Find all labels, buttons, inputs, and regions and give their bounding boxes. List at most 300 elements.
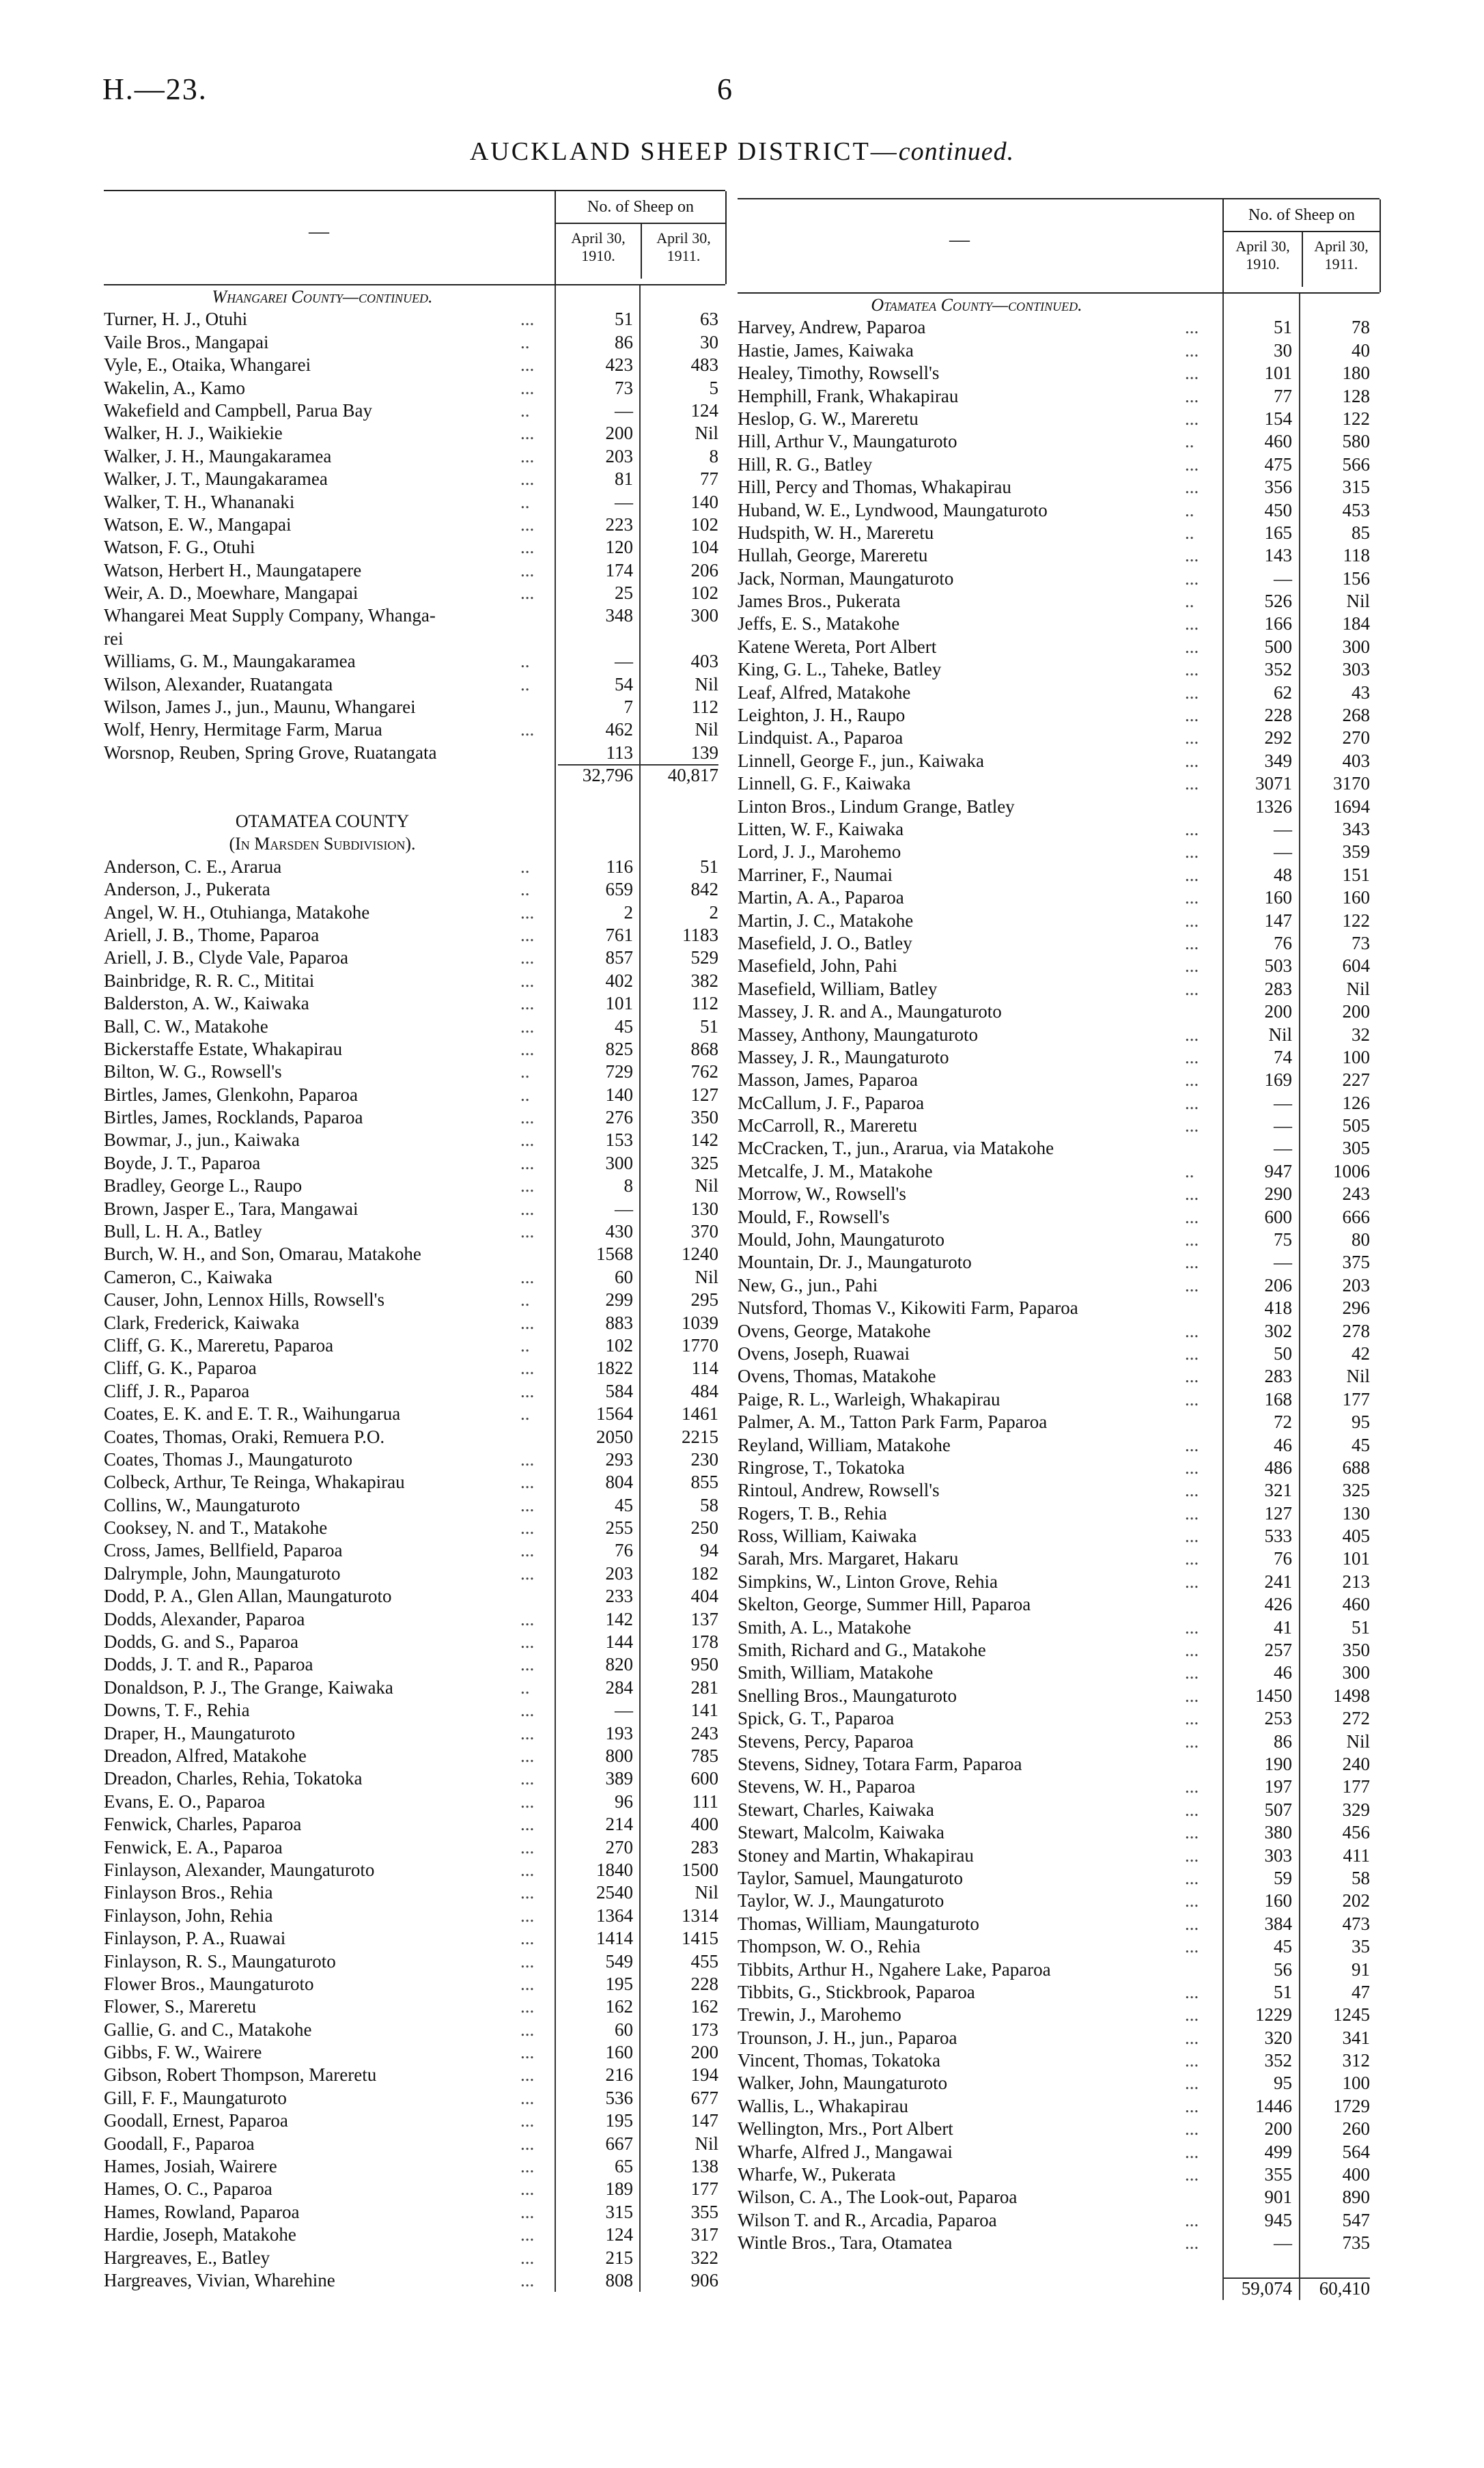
sheep-1911: 100 (1342, 1046, 1370, 1067)
table-row (738, 1479, 1380, 1502)
leader-dots: ... (520, 1905, 535, 1926)
table-row (738, 1867, 1380, 1890)
table-row (738, 1183, 1380, 1205)
sheep-1910: 283 (1264, 1366, 1292, 1387)
table-row (738, 1434, 1380, 1457)
right-header-year-1910: April 30, 1910. (1235, 238, 1290, 272)
sheep-1910: 153 (605, 1130, 633, 1151)
leader-dots: .. (520, 1084, 530, 1105)
owner-name: Rogers, T. B., Rehia (738, 1502, 887, 1524)
sheep-1911: 547 (1342, 2209, 1370, 2230)
owner-name: Stewart, Charles, Kaiwaka (738, 1799, 934, 1820)
owner-name: Wintle Bros., Tara, Otamatea (738, 2232, 953, 2254)
leader-dots: ... (520, 1836, 535, 1857)
table-row (104, 1905, 725, 1927)
owner-name: Dodd, P. A., Glen Allan, Maungaturoto (104, 1586, 392, 1607)
table-row (738, 1229, 1380, 1251)
sheep-1910: — (615, 1198, 633, 1219)
owner-name: Trounson, J. H., jun., Paparoa (738, 2027, 957, 2048)
leader-dots: ... (520, 514, 535, 535)
owner-name: Stevens, W. H., Paparoa (738, 1776, 916, 1797)
owner-name: Simpkins, W., Linton Grove, Rehia (738, 1571, 998, 1592)
leader-dots: ... (520, 1745, 535, 1766)
table-row (104, 1106, 725, 1129)
sheep-1910: 48 (1274, 864, 1292, 885)
table-row (104, 308, 725, 331)
sheep-1910: 321 (1264, 1480, 1292, 1501)
sheep-1910: 659 (605, 879, 633, 900)
title-continued: continued. (898, 137, 1015, 166)
sheep-1911: 111 (692, 1791, 718, 1812)
owner-name: Dodds, G. and S., Paparoa (104, 1631, 298, 1653)
leader-dots: ... (520, 2247, 535, 2268)
owner-name: Sarah, Mrs. Margaret, Hakaru (738, 1548, 959, 1569)
sheep-1910: 168 (1264, 1388, 1292, 1410)
leader-dots: ... (520, 1859, 535, 1880)
owner-name: Wellington, Mrs., Port Albert (738, 2118, 953, 2140)
sheep-1910: 808 (605, 2269, 633, 2290)
sheep-1910: 143 (1264, 545, 1292, 566)
owner-name: Lindquist. A., Paparoa (738, 727, 904, 748)
section-heading (104, 285, 725, 308)
sheep-1911: 250 (690, 1517, 718, 1539)
sheep-1911: 600 (690, 1768, 718, 1789)
table-row (738, 955, 1380, 977)
sheep-1910: 945 (1264, 2209, 1292, 2230)
leader-dots: ... (1185, 1092, 1199, 1113)
sheep-1911: 296 (1342, 1298, 1370, 1319)
leader-dots: ... (1185, 453, 1199, 475)
leader-dots: ... (520, 1928, 535, 1949)
leader-dots: ... (1185, 1845, 1199, 1866)
page-number: 6 (717, 72, 732, 106)
owner-name: Vaile Bros., Mangapai (104, 331, 269, 352)
owner-name: Anderson, J., Pukerata (104, 879, 270, 900)
sheep-1911: 112 (691, 697, 718, 718)
owner-name: Walker, J. H., Maungakaramea (104, 445, 332, 466)
sheep-1911: 315 (1342, 477, 1370, 498)
leader-dots: ... (1185, 1981, 1199, 2002)
sheep-1910: Nil (1268, 1024, 1292, 1045)
owner-name: Goodall, F., Paparoa (104, 2133, 255, 2154)
sheep-1911: 405 (1342, 1526, 1370, 1547)
leader-dots: ... (1185, 727, 1199, 748)
sheep-1911: 85 (1352, 522, 1370, 543)
sheep-1911: 343 (1342, 818, 1370, 839)
owner-name: Wakelin, A., Kamo (104, 377, 246, 398)
table-row (738, 1046, 1380, 1069)
sheep-1911: 317 (690, 2224, 718, 2245)
sheep-1911: Nil (695, 719, 718, 740)
table-row (104, 2019, 725, 2041)
leader-dots: ... (1185, 1388, 1199, 1410)
table-row (738, 1069, 1380, 1091)
sheep-1910: 526 (1264, 591, 1292, 612)
owner-name: Jack, Norman, Maungaturoto (738, 567, 954, 589)
sheep-1911: 3170 (1333, 773, 1370, 794)
owner-name: Taylor, W. J., Maungaturoto (738, 1890, 944, 1911)
sheep-1910: 348 (605, 605, 633, 626)
sheep-1910: 75 (1274, 1229, 1292, 1250)
table-row (738, 1981, 1380, 2004)
table-row (104, 1084, 725, 1106)
sheep-1910: 200 (1264, 2118, 1292, 2140)
leader-dots: ... (520, 1654, 535, 1675)
sheep-1911: 138 (690, 2156, 718, 2177)
owner-name: Wakefield and Campbell, Parua Bay (104, 399, 372, 421)
leader-dots: ... (520, 1882, 535, 1903)
sheep-1910: 195 (605, 1973, 633, 1994)
left-table (104, 190, 725, 2292)
table-row (738, 1661, 1380, 1684)
sheep-1910: 45 (615, 1015, 633, 1037)
leader-dots: ... (520, 1266, 535, 1287)
sheep-1911: 281 (690, 1677, 718, 1698)
sheep-1910: 193 (605, 1722, 633, 1743)
leader-dots: ... (520, 1608, 535, 1629)
sheep-1911: 206 (690, 559, 718, 580)
table-row (104, 1380, 725, 1403)
table-row (738, 772, 1380, 795)
leader-dots: ... (520, 1107, 535, 1128)
sheep-1911: 325 (690, 1152, 718, 1173)
sheep-1911: 51 (1352, 1616, 1370, 1638)
sheep-1910: 51 (1274, 1981, 1292, 2002)
leader-dots: ... (520, 924, 535, 945)
sheep-1910: 284 (605, 1677, 633, 1698)
sheep-1911: 130 (690, 1198, 718, 1219)
column-rule (1222, 294, 1224, 2300)
owner-name: rei (104, 628, 124, 649)
sheep-1911: 566 (1342, 453, 1370, 475)
leader-dots: ... (1185, 1822, 1199, 1843)
sheep-1911: 312 (1342, 2050, 1370, 2071)
total-row (104, 764, 725, 787)
left-header-year-1910: April 30, 1910. (571, 229, 626, 264)
owner-name: Burch, W. H., and Son, Omarau, Matakohe (104, 1244, 421, 1265)
table-row (738, 2118, 1380, 2140)
owner-name: Leighton, J. H., Raupo (738, 705, 906, 726)
sheep-1911: 453 (1342, 499, 1370, 520)
owner-name: Katene Wereta, Port Albert (738, 636, 937, 657)
owner-name: Watson, Herbert H., Maungatapere (104, 559, 362, 580)
table-row (104, 331, 725, 354)
sheep-1911: 1415 (682, 1928, 718, 1949)
owner-name: Balderston, A. W., Kaiwaka (104, 993, 309, 1014)
table-row (738, 636, 1380, 658)
sheep-1911: 460 (1342, 1594, 1370, 1615)
sheep-1911: 400 (690, 1814, 718, 1835)
sheep-1911: 240 (1342, 1754, 1370, 1774)
leader-dots: ... (1185, 477, 1199, 498)
sheep-1911: 178 (690, 1631, 718, 1653)
table-row (738, 1707, 1380, 1730)
table-row (738, 590, 1380, 613)
leader-dots: .. (520, 1334, 530, 1356)
sheep-1910: 7 (624, 697, 633, 718)
table-row (738, 544, 1380, 567)
sheep-1911: Nil (695, 1266, 718, 1287)
sheep-1910: 584 (605, 1380, 633, 1401)
sheep-1910: 203 (605, 1562, 633, 1584)
leader-dots: ... (1185, 818, 1199, 839)
table-row (738, 1000, 1380, 1023)
owner-name: Dodds, Alexander, Paparoa (104, 1608, 305, 1629)
table-row (104, 1494, 725, 1517)
leader-dots: .. (1185, 499, 1194, 520)
owner-name: Gibson, Robert Thompson, Mareretu (104, 2064, 377, 2086)
leader-dots: ... (1185, 955, 1199, 977)
table-row (738, 1502, 1380, 1525)
table-row (104, 2201, 725, 2224)
sheep-1911: 127 (690, 1084, 718, 1105)
owner-name: Finlayson, P. A., Ruawai (104, 1928, 286, 1949)
leader-dots: .. (520, 491, 530, 512)
table-row (738, 841, 1380, 863)
owner-name: Bull, L. H. A., Batley (104, 1221, 262, 1242)
owner-name: Leaf, Alfred, Matakohe (738, 682, 911, 703)
leader-dots: ... (520, 993, 535, 1014)
sheep-1910: 500 (1264, 636, 1292, 657)
sheep-1911: 139 (690, 742, 718, 763)
leader-dots: ... (1185, 567, 1199, 589)
sheep-1911: 411 (1343, 1845, 1370, 1866)
table-row (104, 1539, 725, 1562)
sheep-1910: 2540 (596, 1882, 633, 1903)
sheep-1911: 604 (1342, 955, 1370, 977)
leader-dots: ... (520, 1540, 535, 1561)
spacer-row (738, 2255, 1380, 2277)
leader-dots: ... (520, 947, 535, 968)
sheep-1911: 270 (1342, 727, 1370, 748)
sheep-1911: 403 (690, 651, 718, 672)
sheep-1910: 113 (606, 742, 633, 763)
leader-dots: ... (520, 1198, 535, 1219)
sheep-1911: 341 (1342, 2027, 1370, 2048)
owner-name: Ross, William, Kaiwaka (738, 1526, 917, 1547)
table-row (104, 2087, 725, 2109)
sheep-1910: 195 (605, 2110, 633, 2131)
sheep-1911: 785 (690, 1745, 718, 1766)
sheep-1911: 564 (1342, 2141, 1370, 2162)
sheep-1910: 142 (605, 1608, 633, 1629)
sheep-1910: 59,074 (1241, 2277, 1292, 2299)
sheep-1911: 505 (1342, 1115, 1370, 1136)
sheep-1911: 77 (700, 468, 718, 490)
table-row (104, 1152, 725, 1175)
table-row (104, 1699, 725, 1722)
leader-dots: ... (1185, 385, 1199, 406)
table-row (104, 1562, 725, 1585)
left-header-group (555, 191, 727, 284)
table-row (738, 1685, 1380, 1707)
owner-name: Hill, Percy and Thomas, Whakapirau (738, 477, 1011, 498)
sheep-1911: 906 (690, 2269, 718, 2290)
table-row (104, 742, 725, 764)
leader-dots: ... (520, 719, 535, 740)
sheep-1911: 156 (1342, 567, 1370, 589)
column-rule (1299, 294, 1300, 2300)
sheep-1910: 462 (605, 719, 633, 740)
leader-dots: ... (520, 354, 535, 376)
sheep-1910: 450 (1264, 499, 1292, 520)
leader-dots: ... (1185, 1457, 1199, 1478)
sheep-1911: 180 (1342, 363, 1370, 384)
sheep-1910: 116 (606, 856, 633, 877)
leader-dots: ... (520, 309, 535, 330)
table-row (104, 559, 725, 582)
leader-dots: ... (520, 901, 535, 923)
sheep-1911: 30 (700, 331, 718, 352)
total-row (738, 2277, 1380, 2300)
sheep-1910: 418 (1264, 1298, 1292, 1319)
owner-name: Ovens, George, Matakohe (738, 1320, 931, 1341)
table-row (738, 453, 1380, 476)
sheep-1911: 104 (690, 537, 718, 558)
sheep-1911: 182 (690, 1562, 718, 1584)
sheep-1910: 549 (605, 1950, 633, 1972)
sheep-1910: 729 (605, 1061, 633, 1082)
sheep-1910: 62 (1274, 682, 1292, 703)
owner-name: Birtles, James, Rocklands, Paparoa (104, 1107, 363, 1128)
sheep-1910: — (1274, 1115, 1292, 1136)
owner-name: Whangarei Meat Supply Company, Whanga- (104, 605, 436, 626)
sheep-1911: 200 (1342, 1001, 1370, 1022)
sheep-1910: 430 (605, 1221, 633, 1242)
owner-name: Martin, J. C., Matakohe (738, 910, 914, 931)
table-row (104, 1767, 725, 1790)
table-row (738, 2027, 1380, 2049)
owner-name: Turner, H. J., Otuhi (104, 309, 248, 330)
sheep-1911: 203 (1342, 1274, 1370, 1295)
leader-dots: ... (520, 2133, 535, 2154)
right-header-dash: — (949, 228, 970, 251)
leader-dots: ... (1185, 2118, 1199, 2140)
sheep-1910: 761 (605, 924, 633, 945)
sheep-1910: 352 (1264, 659, 1292, 680)
sheep-1910: 76 (615, 1540, 633, 1561)
sheep-1910: 380 (1264, 1822, 1292, 1843)
sheep-1910: 389 (605, 1768, 633, 1789)
table-row (104, 1836, 725, 1859)
sheep-1910: 223 (605, 514, 633, 535)
sheep-1911: 300 (1342, 1662, 1370, 1683)
sheep-1911: 400 (1342, 2164, 1370, 2185)
owner-name: Walker, H. J., Waikiekie (104, 423, 283, 444)
owner-name: Linnell, G. F., Kaiwaka (738, 773, 911, 794)
leader-dots: ... (1185, 1343, 1199, 1364)
owner-name: Stewart, Malcolm, Kaiwaka (738, 1822, 944, 1843)
table-row (104, 673, 725, 696)
owner-name: Cliff, J. R., Paparoa (104, 1380, 250, 1401)
owner-name: Skelton, George, Summer Hill, Paparoa (738, 1594, 1031, 1615)
table-row (104, 718, 725, 741)
owner-name: Thomas, William, Maungaturoto (738, 1913, 979, 1934)
table-row (104, 1220, 725, 1243)
sheep-1910: 503 (1264, 955, 1292, 977)
table-row (738, 1753, 1380, 1776)
table-row (104, 1334, 725, 1357)
sheep-1911: 677 (690, 2087, 718, 2108)
sheep-1910: 215 (605, 2247, 633, 2268)
table-row (104, 1859, 725, 1881)
table-row (104, 422, 725, 445)
owner-name: Metcalfe, J. M., Matakohe (738, 1160, 933, 1181)
table-row (738, 1616, 1380, 1639)
leader-dots: ... (1185, 978, 1199, 999)
owner-name: Litten, W. F., Kaiwaka (738, 818, 904, 839)
owner-name: McCarroll, R., Mareretu (738, 1115, 918, 1136)
owner-name: Coates, E. K. and E. T. R., Waihungarua (104, 1403, 401, 1425)
sheep-1911: 855 (690, 1472, 718, 1493)
sheep-1910: 200 (1264, 1001, 1292, 1022)
table-row (738, 1024, 1380, 1046)
table-row (738, 1365, 1380, 1388)
table-row (104, 2109, 725, 2132)
table-row (738, 1821, 1380, 1844)
sheep-1910: 820 (605, 1654, 633, 1675)
owner-name: Masson, James, Paparoa (738, 1069, 918, 1091)
sheep-1911: Nil (695, 1882, 718, 1903)
sheep-1910: 203 (605, 445, 633, 466)
table-row (738, 1343, 1380, 1365)
leader-dots: ... (1185, 1867, 1199, 1888)
owner-name: Flower, S., Mareretu (104, 1996, 257, 2017)
leader-dots: .. (520, 856, 530, 877)
owner-name: Mould, F., Rowsell's (738, 1206, 890, 1227)
leader-dots: ... (1185, 1662, 1199, 1683)
owner-name: Hames, O. C., Paparoa (104, 2178, 272, 2200)
owner-name: Ariell, J. B., Clyde Vale, Paparoa (104, 947, 348, 968)
table-row (104, 1791, 725, 1813)
table-row (738, 1160, 1380, 1183)
sheep-1911: 42 (1352, 1343, 1370, 1364)
section-heading-text: Whangarei County—continued. (212, 287, 433, 307)
sheep-1911: 355 (690, 2201, 718, 2222)
sheep-1911: 1770 (682, 1334, 718, 1356)
leader-dots: ... (1185, 1890, 1199, 1911)
sheep-1911: 1729 (1333, 2095, 1370, 2116)
table-row (738, 476, 1380, 499)
owner-name: Healey, Timothy, Rowsell's (738, 363, 940, 384)
sheep-1910: — (1274, 1252, 1292, 1273)
sheep-1911: 305 (1342, 1138, 1370, 1159)
sheep-1910: 65 (615, 2156, 633, 2177)
leader-dots: ... (1185, 1730, 1199, 1752)
sheep-1911: 5 (709, 377, 718, 398)
leader-dots: ... (520, 1038, 535, 1059)
section-heading (104, 810, 725, 832)
sheep-1911: 112 (691, 993, 718, 1014)
owner-name: Ovens, Thomas, Matakohe (738, 1366, 936, 1387)
right-table (738, 190, 1380, 2299)
table-row (738, 1251, 1380, 1274)
sheep-1910: 349 (1264, 750, 1292, 771)
table-row (738, 658, 1380, 681)
leader-dots: ... (1185, 887, 1199, 908)
leader-dots: ... (1185, 1024, 1199, 1045)
owner-name: Heslop, G. W., Mareretu (738, 408, 919, 429)
table-row (104, 1357, 725, 1379)
leader-dots: ... (1185, 363, 1199, 384)
leader-dots: ... (1185, 2027, 1199, 2048)
owner-name: Downs, T. F., Rehia (104, 1700, 250, 1721)
table-row (738, 613, 1380, 635)
leader-dots: ... (1185, 636, 1199, 657)
owner-name: Snelling Bros., Maungaturoto (738, 1685, 957, 1706)
table-row (738, 682, 1380, 704)
table-row (738, 727, 1380, 749)
